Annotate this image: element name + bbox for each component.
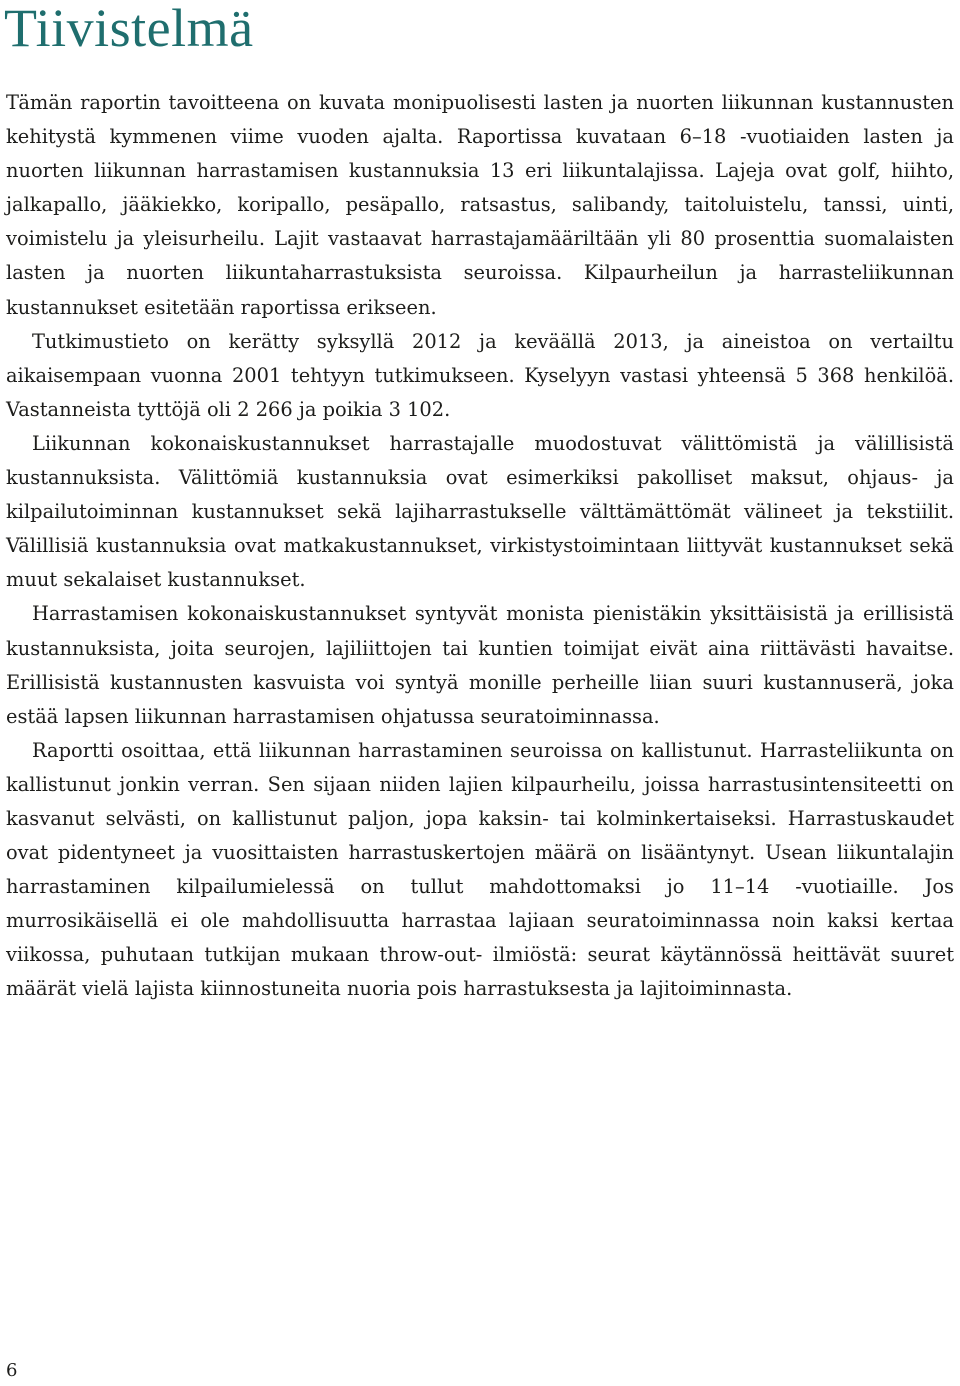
summary-body: [6, 86, 954, 1007]
paragraph-total-costs: Harrastamisen kokonaiskustannukset syntyvät monista pienistäkin yksittäisistä ja erillisistä kustannuksista, joita seurojen, lajiliittojen tai kuntien toimijat eivät aina riittävästi havaitse. Erillisistä kustannusten kasvuista voi syntyä monille perheille liian suuri kustannuserä, joka estää lapsen liikunnan harrastamisen ohjatussa seuratoiminnassa.: [6, 602, 954, 728]
page-number: 6: [6, 1360, 18, 1381]
paragraph-data-collection: Tutkimustieto on kerätty syksyllä 2012 ja keväällä 2013, ja aineistoa on vertailtu aikaisempaan vuonna 2001 tehtyyn tutkimukseen. Kyselyyn vastasi yhteensä 5 368 henkilöä. Vastanneista tyttöjä oli 2 266 ja poikia 3 102.: [6, 329, 954, 421]
paragraph-findings: Raportti osoittaa, että liikunnan harrastaminen seuroissa on kallistunut. Harrasteliikunta on kallistunut jonkin verran. Sen sijaan niiden lajien kilpaurheilu, joissa harrastusintensiteetti on kasvanut selvästi, on kallistunut paljon, jopa kaksin- tai kolminkertaiseksi. Harrastuskaudet ovat pidentyneet ja vuosittaisten harrastuskertojen määrä on lisääntynyt. Usean liikuntalajin harrastaminen kilpailumielessä on tullut mahdottomaksi jo 11–14 -vuotiaille. Jos murrosikäisellä ei ole mahdollisuutta harrastaa lajiaan seuratoiminnassa noin kaksi kertaa viikossa, puhutaan tutkijan mukaan throw-out- ilmiöstä: seurat käytännössä heittävät suuret määrät vielä lajista kiinnostuneita nuoria pois harrastuksesta ja lajitoiminnasta.: [6, 738, 954, 1001]
paragraph-cost-structure: Liikunnan kokonaiskustannukset harrastajalle muodostuvat välittömistä ja välillisistä kustannuksista. Välittömiä kustannuksia ovat esimerkiksi pakolliset maksut, ohjaus- ja kilpailutoiminnan kustannukset sekä lajiharrastukselle välttämättömät välineet ja tekstiilit. Välillisiä kustannuksia ovat matkakustannukset, virkistystoimintaan liittyvät kustannukset sekä muut sekalaiset kustannukset.: [6, 431, 954, 592]
paragraph-intro: Tämän raportin tavoitteena on kuvata monipuolisesti lasten ja nuorten liikunnan kustannusten kehitystä kymmenen viime vuoden ajalta. Raportissa kuvataan 6–18 -vuotiaiden lasten ja nuorten liikunnan harrastamisen kustannuksia 13 eri liikuntalajissa. Lajeja ovat golf, hiihto, jalkapallo, jääkiekko, koripallo, pesäpallo, ratsastus, salibandy, taitoluistelu, tanssi, uinti, voimistelu ja yleisurheilu. Lajit vastaavat harrastajamääriltään yli 80 prosenttia suomalaisten lasten ja nuorten liikuntaharrastuksista seuroissa. Kilpaurheilun ja harrasteliikunnan kustannukset esitetään raportissa erikseen.: [6, 91, 954, 319]
page-title: Tiivistelmä: [4, 0, 254, 58]
